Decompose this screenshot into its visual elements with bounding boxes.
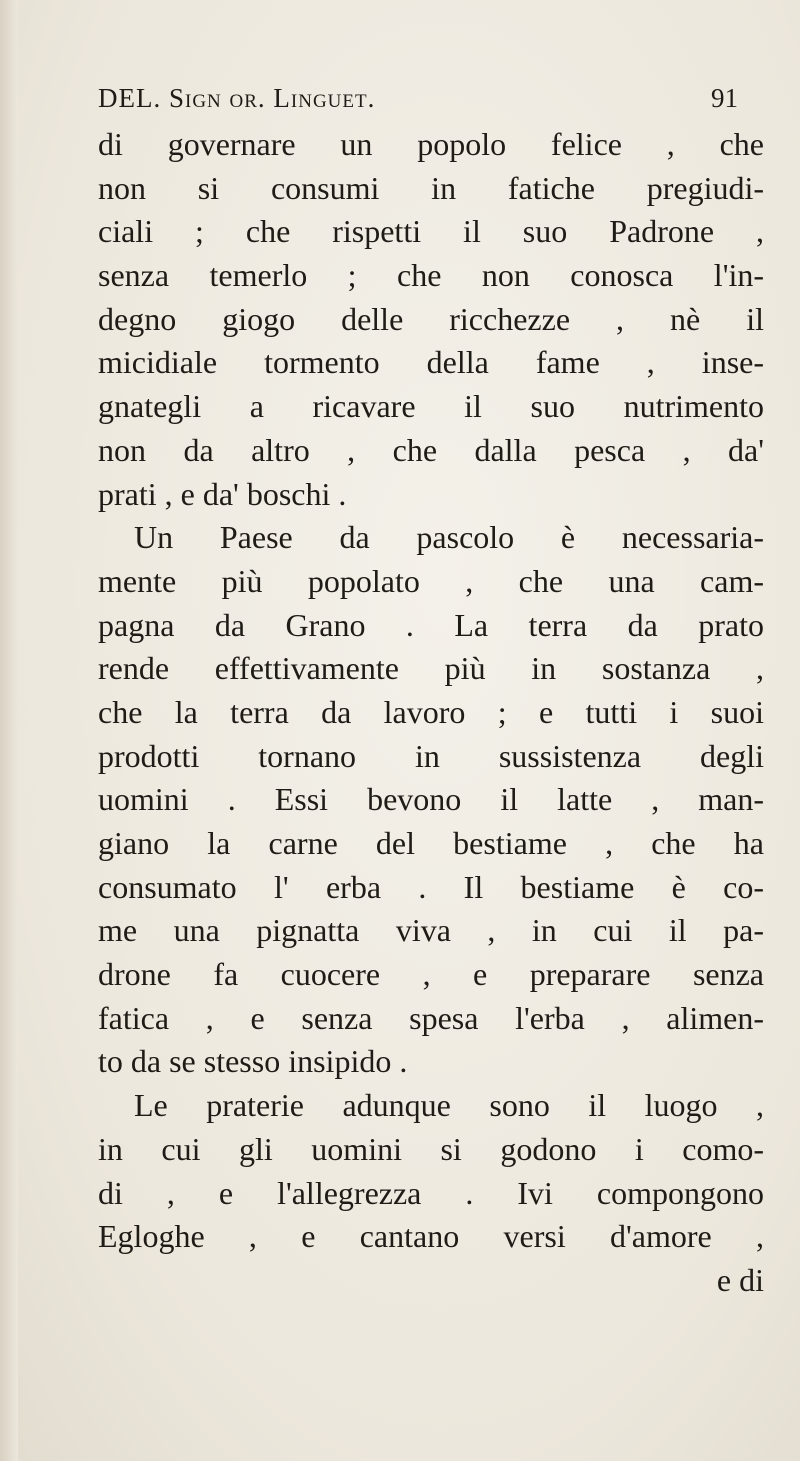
page-gutter [0,0,18,1461]
text-line: gnategli a ricavare il suo nutrimento [98,388,764,425]
text-line: pagna da Grano . La terra da prato [98,606,764,643]
catchword-line: e di [716,1261,764,1298]
text-line: micidiale tormento della fame , inse- [98,344,764,381]
text-line: fatica , e senza spesa l'erba , alimen- [98,999,764,1036]
text-line: consumato l' erba . Il bestiame è co- [98,868,764,905]
body-text [98,123,764,1303]
text-line: me una pignatta viva , in cui il pa- [98,912,764,949]
text-line: in cui gli uomini si godono i como- [98,1130,764,1167]
page-header [98,83,738,123]
text-line: degno giogo delle ricchezze , nè il [98,300,764,337]
text-line: non da altro , che dalla pesca , da' [98,431,764,468]
text-line: to da se stesso insipido . [98,1043,408,1080]
text-line: giano la carne del bestiame , che ha [98,825,764,861]
text-line: non si consumi in fatiche pregiudi- [98,169,764,206]
text-line: rende effettivamente più in sostanza , [98,650,764,687]
text-line: Le praterie adunque sono il luogo , [134,1087,764,1124]
text-line: che la terra da lavoro ; e tutti i suoi [98,693,764,730]
text-line: drone fa cuocere , e preparare senza [98,956,764,993]
page-number: 91 [711,83,738,113]
text-line: prodotti tornano in sussistenza degli [98,737,764,774]
text-line: uomini . Essi bevono il latte , man- [98,781,764,818]
text-line: di governare un popolo felice , che [98,126,764,162]
text-line: senza temerlo ; che non conosca l'in- [98,257,764,294]
text-line: mente più popolato , che una cam- [98,562,764,599]
text-line: prati , e da' boschi . [98,475,347,512]
text-line: di , e l'allegrezza . Ivi compongono [98,1174,764,1211]
running-head: DEL. Sign or. Linguet. [98,83,376,113]
text-line: ciali ; che rispetti il suo Padrone , [98,213,764,250]
text-line: Egloghe , e cantano versi d'amore , [98,1218,764,1255]
text-line: Un Paese da pascolo è necessaria- [134,519,764,556]
